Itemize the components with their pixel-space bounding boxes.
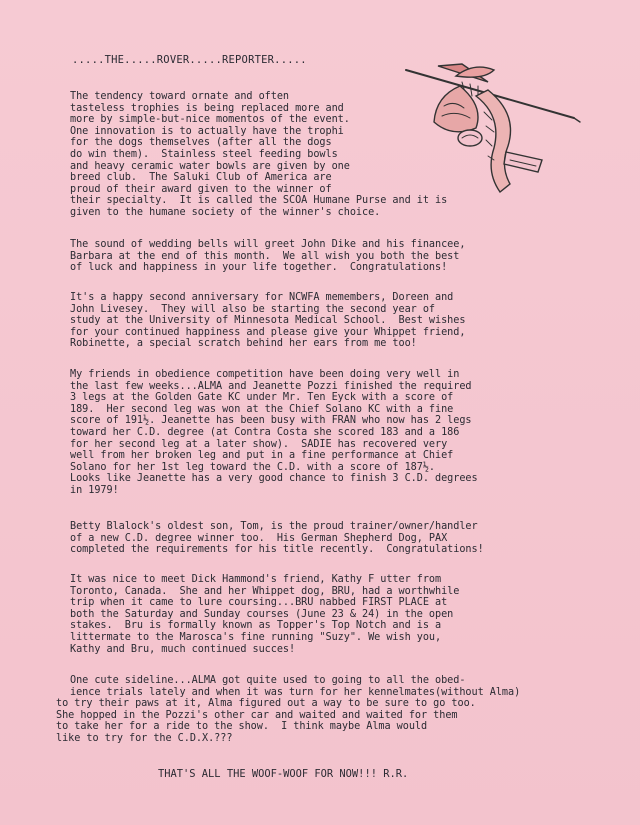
text-line: Barbara at the end of this month. We all wish you both the best	[70, 250, 460, 262]
text-line: well from her broken leg and put in a fine performance at Chief	[70, 450, 454, 462]
text-line: do win them). Stainless steel feeding bowls	[70, 148, 338, 160]
text-line: The tendency toward ornate and often	[70, 91, 290, 102]
text-line: study at the University of Minnesota Medical School. Best wishes	[70, 315, 466, 327]
text-line: Looks like Jeanette has a very good chance to finish 3 C.D. degrees	[70, 473, 478, 485]
text-line: Robinette, a special scratch behind her ears from me too!	[70, 338, 417, 350]
text-line: to try their paws at it, Alma figured out a way to be sure to go too.	[56, 698, 476, 710]
text-line: ience trials lately and when it was turn for her kennelmates(without Alma)	[70, 686, 521, 698]
text-line: Solano for her 1st leg toward the C.D. with a score of 187½.	[70, 461, 436, 473]
text-line: breed club. The Saluki Club of America are	[70, 172, 332, 184]
text-line: completed the requirements for his title recently. Congratulations!	[70, 544, 484, 556]
paragraph-hammond	[70, 574, 570, 655]
text-line: 189. Her second leg was won at the Chief Solano KC with a fine	[70, 403, 454, 415]
text-line: given to the humane society of the winner's choice.	[70, 206, 381, 218]
text-line: tasteless trophies is being replaced more and	[70, 102, 344, 114]
paragraph-anniversary	[70, 292, 570, 350]
paragraph-sideline	[56, 675, 576, 745]
text-line: One cute sideline...ALMA got quite used to going to all the obed-	[70, 675, 466, 686]
text-line: toward her C.D. degree (at Contra Costa she scored 183 and a 186	[70, 426, 460, 438]
text-line: for the dogs themselves (after all the dogs	[70, 137, 332, 149]
paragraph-blalock	[70, 521, 570, 556]
text-line: The sound of wedding bells will greet John Dike and his financee,	[70, 239, 466, 250]
text-line: of luck and happiness in your life together. Congratulations!	[70, 262, 448, 274]
text-line: more by simple-but-nice momentos of the event.	[70, 114, 350, 126]
masthead-title: .....THE.....ROVER.....REPORTER.....	[72, 54, 307, 66]
text-line: both the Saturday and Sunday courses (June 23 & 24) in the open	[70, 608, 454, 620]
closing-line: THAT'S ALL THE WOOF-WOOF FOR NOW!!! R.R.	[158, 768, 409, 780]
text-line: Toronto, Canada. She and her Whippet dog, BRU, had a worthwhile	[70, 585, 460, 597]
text-line: It's a happy second anniversary for NCWFA memembers, Doreen and	[70, 292, 454, 303]
text-line: and heavy ceramic water bowls are given by one	[70, 160, 350, 172]
text-line: littermate to the Marosca's fine running "Suzy". We wish you,	[70, 631, 442, 643]
text-line: She hopped in the Pozzi's other car and waited and waited for them	[56, 709, 458, 721]
text-line: proud of their award given to the winner of	[70, 183, 332, 195]
text-line: stakes. Bru is formally known as Topper's Top Notch and is a	[70, 620, 442, 632]
text-line: John Livesey. They will also be starting the second year of	[70, 303, 436, 315]
text-line: 3 legs at the Golden Gate KC under Mr. Ten Eyck with a score of	[70, 392, 454, 404]
text-line: for your continued happiness and please give your Whippet friend,	[70, 326, 466, 338]
text-line: Betty Blalock's oldest son, Tom, is the proud trainer/owner/handler	[70, 521, 478, 532]
text-line: to take her for a ride to the show. I think maybe Alma would	[56, 721, 428, 733]
paragraph-obedience	[70, 369, 570, 497]
text-line: One innovation is to actually have the trophi	[70, 125, 344, 137]
text-line: like to try for the C.D.X.???	[56, 732, 233, 744]
paragraph-trophies	[70, 91, 570, 219]
text-line: My friends in obedience competition have been doing very well in	[70, 369, 460, 380]
text-line: for her second leg at a later show). SADIE has recovered very	[70, 438, 448, 450]
text-line: trip when it came to lure coursing...BRU nabbed FIRST PLACE at	[70, 597, 448, 609]
paragraph-wedding	[70, 239, 570, 274]
text-line: Kathy and Bru, much continued succes!	[70, 643, 296, 655]
text-line: in 1979!	[70, 484, 119, 496]
text-line: the last few weeks...ALMA and Jeanette Pozzi finished the required	[70, 380, 472, 392]
text-line: score of 191½. Jeanette has been busy with FRAN who now has 2 legs	[70, 415, 472, 427]
text-line: of a new C.D. degree winner too. His German Shepherd Dog, PAX	[70, 532, 448, 544]
text-line: their specialty. It is called the SCOA Humane Purse and it is	[70, 195, 448, 207]
text-line: It was nice to meet Dick Hammond's friend, Kathy F utter from	[70, 574, 442, 585]
